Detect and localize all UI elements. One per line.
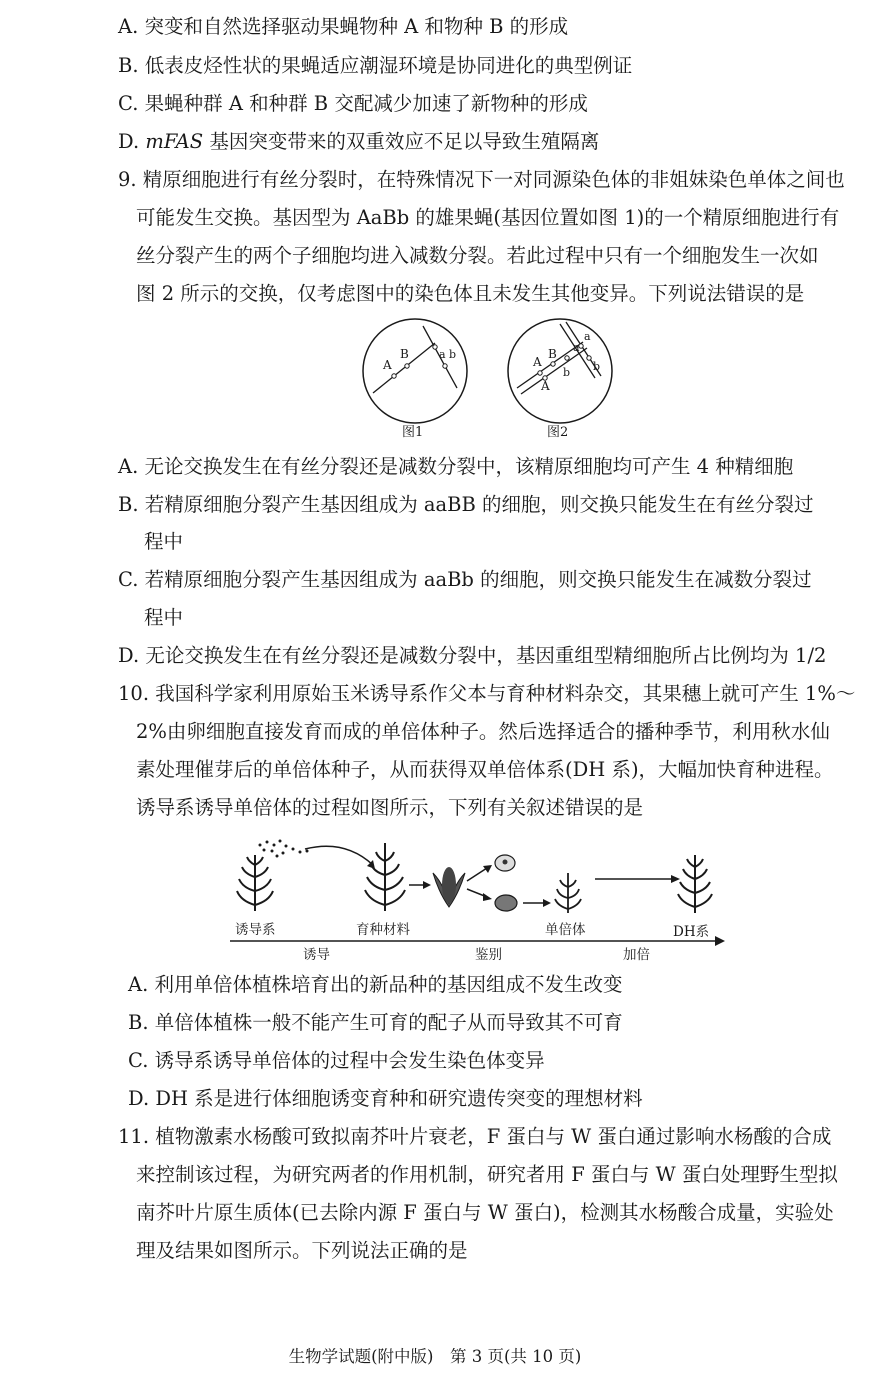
- fig1-gene-A: A: [383, 358, 392, 372]
- fig1-caption: 图1: [402, 425, 424, 440]
- fig2-gene-b-2: b: [593, 360, 601, 373]
- q8-option-d-rest: 基因突变带来的双重效应不足以导致生殖隔离: [203, 130, 600, 153]
- label-dh-line: DH系: [673, 924, 710, 940]
- q9-option-c: C. 若精原细胞分裂产生基因组成为 aaBb 的细胞，则交换只能发生在减数分裂过: [118, 568, 812, 591]
- fig2-gene-B: B: [548, 347, 557, 361]
- fig1-gene-a: a: [439, 348, 446, 361]
- q9-stem-line-1: 9. 精原细胞进行有丝分裂时，在特殊情况下一对同源染色体的非姐妹染色单体之间也: [118, 168, 845, 191]
- fig1-gene-B: B: [400, 347, 409, 361]
- q10-stem-line-3: 素处理催芽后的单倍体种子，从而获得双单倍体系(DH 系)，大幅加快育种进程。: [136, 758, 834, 781]
- q9-option-b-cont: 程中: [144, 530, 184, 553]
- q11-stem-line-2: 来控制该过程，为研究两者的作用机制，研究者用 F 蛋白与 W 蛋白处理野生型拟: [136, 1163, 838, 1186]
- pollination-arrow: [305, 846, 373, 865]
- q8-option-c: C. 果蝇种群 A 和种群 B 交配减少加速了新物种的形成: [118, 92, 588, 115]
- pollen-spray-dots: [259, 840, 309, 858]
- haploid-plant-icon: [555, 873, 581, 913]
- q9-option-a: A. 无论交换发生在有丝分裂还是减数分裂中，该精原细胞均可产生 4 种精细胞: [118, 455, 794, 478]
- q10-option-b: B. 单倍体植株一般不能产生可育的配子从而导致其不可育: [128, 1011, 623, 1034]
- q11-stem-line-1: 11. 植物激素水杨酸可致拟南芥叶片衰老，F 蛋白与 W 蛋白通过影响水杨酸的合成: [118, 1125, 832, 1148]
- q8-option-d-prefix: D.: [118, 130, 146, 153]
- q10-stem-line-4: 诱导系诱导单倍体的过程如图所示，下列有关叙述错误的是: [136, 796, 644, 819]
- q8-option-d-gene: mFAS: [145, 130, 204, 153]
- fig2-gene-a-1: a: [573, 341, 580, 354]
- fig2-gene-A-1: A: [533, 355, 542, 369]
- q9-stem-line-3: 丝分裂产生的两个子细胞均进入减数分裂。若此过程中只有一个细胞发生一次如: [136, 244, 819, 267]
- q10-stem-line-2: 2%由卵细胞直接发育而成的单倍体种子。然后选择适合的播种季节，利用秋水仙: [136, 720, 830, 743]
- corn-ear-icon: [433, 867, 465, 907]
- q10-option-d: D. DH 系是进行体细胞诱变育种和研究遗传突变的理想材料: [128, 1087, 643, 1110]
- label-haploid: 单倍体: [545, 922, 586, 938]
- haploid-seed-icon: [495, 895, 517, 911]
- figure-1-cell: [363, 319, 467, 440]
- q8-option-a: A. 突变和自然选择驱动果蝇物种 A 和物种 B 的形成: [118, 15, 569, 38]
- fig2-caption: 图2: [547, 425, 569, 440]
- q9-chromosome-figures: [355, 318, 625, 443]
- fig2-gene-A-2: A: [541, 379, 550, 393]
- q10-stem-line-1: 10. 我国科学家利用原始玉米诱导系作父本与育种材料杂交，其果穗上就可产生 1%～: [118, 682, 856, 705]
- dh-line-plant-icon: [678, 855, 712, 913]
- identify-arrow-up: [467, 868, 487, 881]
- q9-option-c-cont: 程中: [144, 606, 184, 629]
- fig2-gene-b-1: b: [563, 366, 571, 379]
- q11-stem-line-3: 南芥叶片原生质体(已去除内源 F 蛋白与 W 蛋白)，检测其水杨酸合成量，实验处: [136, 1201, 834, 1224]
- q9-option-b: B. 若精原细胞分裂产生基因组成为 aaBB 的细胞，则交换只能发生在有丝分裂过: [118, 493, 814, 516]
- q9-stem-line-2: 可能发生交换。基因型为 AaBb 的雄果蝇(基因位置如图 1)的一个精原细胞进行有: [136, 206, 840, 229]
- breeding-material-plant-icon: [365, 843, 405, 911]
- q9-stem-line-4: 图 2 所示的交换，仅考虑图中的染色体且未发生其他变异。下列说法错误的是: [136, 282, 805, 305]
- inducer-plant-icon: [237, 855, 273, 911]
- step-identify: 鉴别: [475, 947, 502, 963]
- step-double: 加倍: [623, 947, 650, 963]
- q10-haploid-induction-diagram: [225, 835, 730, 965]
- figure-2-cell: [508, 319, 612, 440]
- label-inducer: 诱导系: [235, 922, 276, 938]
- label-breeding-material: 育种材料: [356, 922, 410, 938]
- step-induce: 诱导: [303, 947, 330, 963]
- page-footer: 生物学试题(附中版) 第 3 页(共 10 页): [288, 1347, 582, 1366]
- q9-option-d: D. 无论交换发生在有丝分裂还是减数分裂中，基因重组型精细胞所占比例均为 1/2: [118, 644, 827, 667]
- q10-option-a: A. 利用单倍体植株培育出的新品种的基因组成不发生改变: [128, 973, 623, 996]
- q8-option-b: B. 低表皮烃性状的果蝇适应潮湿环境是协同进化的典型例证: [118, 54, 633, 77]
- q8-option-d: [118, 130, 599, 153]
- q10-option-c: C. 诱导系诱导单倍体的过程中会发生染色体变异: [128, 1049, 545, 1072]
- fig2-gene-a-2: a: [584, 330, 591, 343]
- q11-stem-line-4: 理及结果如图所示。下列说法正确的是: [136, 1239, 468, 1262]
- fig1-gene-b: b: [449, 348, 457, 361]
